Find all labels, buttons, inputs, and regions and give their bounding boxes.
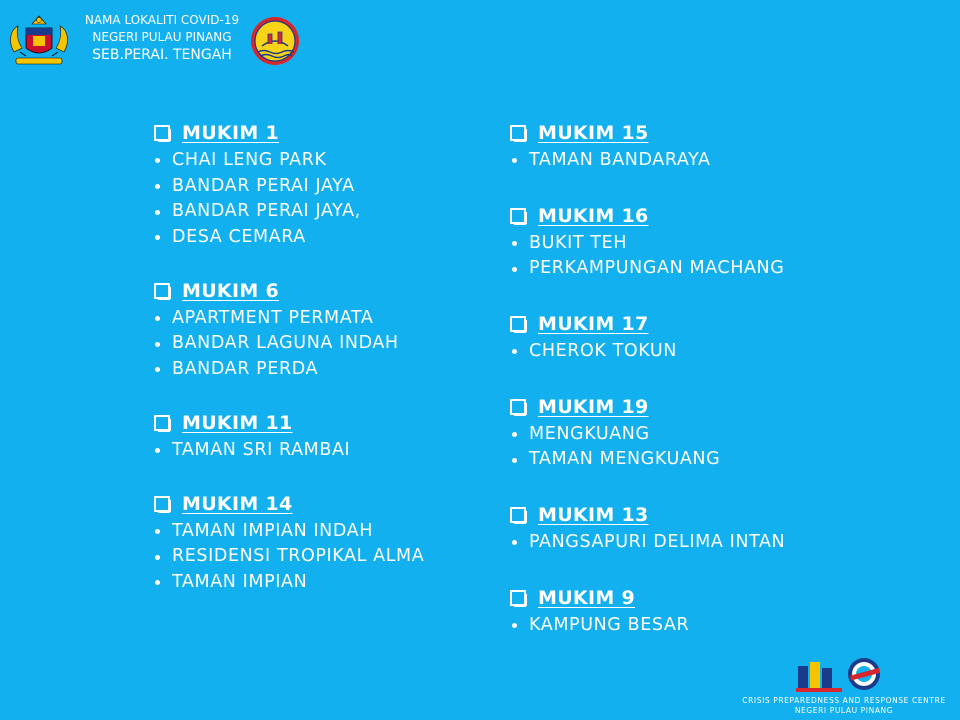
cprc-logo-icon	[792, 656, 902, 696]
checkbox-bullet-icon	[510, 316, 526, 332]
mukim-title: MUKIM 16	[538, 204, 649, 227]
mukim-heading	[510, 500, 930, 530]
locality-item	[154, 199, 494, 225]
locality-name: TAMAN IMPIAN INDAH	[172, 520, 373, 541]
mukim-heading	[154, 489, 494, 519]
locality-list	[154, 148, 494, 251]
checkbox-bullet-icon	[510, 590, 526, 606]
locality-item	[510, 256, 930, 282]
mukim-heading	[154, 276, 494, 306]
locality-item	[510, 422, 930, 448]
mukim-heading	[154, 408, 494, 438]
mukim-title: MUKIM 19	[538, 395, 649, 418]
checkbox-bullet-icon	[510, 507, 526, 523]
locality-item	[154, 357, 494, 383]
bullet-icon	[155, 555, 160, 560]
locality-item	[154, 306, 494, 332]
locality-name: BANDAR PERDA	[172, 359, 319, 380]
locality-name: RESIDENSI TROPIKAL ALMA	[172, 546, 425, 567]
locality-list	[154, 438, 494, 464]
mukim-group	[154, 276, 494, 383]
mukim-group	[154, 408, 494, 464]
locality-item	[510, 530, 930, 556]
mukim-group	[510, 583, 930, 639]
locality-name: KAMPUNG BESAR	[529, 614, 690, 635]
locality-name: TAMAN MENGKUANG	[529, 449, 721, 470]
locality-name: CHEROK TOKUN	[529, 341, 677, 362]
mukim-title: MUKIM 17	[538, 313, 649, 336]
locality-name: BANDAR PERAI JAYA	[172, 175, 355, 196]
locality-item	[154, 174, 494, 200]
checkbox-bullet-icon	[154, 415, 170, 431]
mukim-group	[510, 309, 930, 365]
left-column	[154, 118, 494, 596]
locality-list	[510, 231, 930, 282]
bullet-icon	[155, 210, 160, 215]
bullet-icon	[512, 267, 517, 272]
footer-caption	[730, 696, 958, 716]
mukim-group	[154, 118, 494, 251]
locality-name: BANDAR LAGUNA INDAH	[172, 333, 399, 354]
checkbox-bullet-icon	[510, 399, 526, 415]
locality-name: DESA CEMARA	[172, 227, 306, 248]
locality-name: MENGKUANG	[529, 423, 650, 444]
locality-name: TAMAN IMPIAN	[172, 571, 308, 592]
footer-line-1: CRISIS PREPAREDNESS AND RESPONSE CENTRE	[742, 696, 946, 705]
locality-list	[510, 339, 930, 365]
locality-name: BANDAR PERAI JAYA,	[172, 201, 361, 222]
locality-name: TAMAN SRI RAMBAI	[172, 439, 351, 460]
mukim-heading	[510, 309, 930, 339]
mukim-title: MUKIM 14	[182, 492, 293, 515]
locality-list	[510, 422, 930, 473]
mukim-title: MUKIM 6	[182, 279, 279, 302]
mukim-title: MUKIM 15	[538, 122, 649, 144]
locality-name: CHAI LENG PARK	[172, 150, 327, 170]
locality-item	[510, 339, 930, 365]
checkbox-bullet-icon	[510, 125, 526, 141]
right-column	[510, 118, 930, 639]
locality-name: TAMAN BANDARAYA	[529, 150, 711, 170]
bullet-icon	[155, 316, 160, 321]
locality-item	[154, 225, 494, 251]
locality-name: APARTMENT PERMATA	[172, 307, 374, 328]
mukim-group	[154, 489, 494, 596]
locality-list	[154, 306, 494, 383]
header-line-2: NEGERI PULAU PINANG	[92, 30, 232, 44]
locality-item	[154, 544, 494, 570]
bullet-icon	[155, 448, 160, 453]
locality-item	[154, 519, 494, 545]
bullet-icon	[512, 458, 517, 463]
locality-item	[154, 438, 494, 464]
locality-list	[510, 530, 930, 556]
locality-item	[510, 447, 930, 473]
locality-item	[510, 148, 930, 174]
bullet-icon	[512, 158, 517, 163]
mukim-heading	[510, 583, 930, 613]
locality-item	[154, 570, 494, 596]
locality-item	[510, 613, 930, 639]
bullet-icon	[155, 158, 160, 163]
locality-list	[510, 613, 930, 639]
mukim-group	[510, 201, 930, 282]
bullet-icon	[512, 432, 517, 437]
mukim-heading	[510, 392, 930, 422]
header-title	[74, 12, 250, 64]
locality-name: PERKAMPUNGAN MACHANG	[529, 258, 785, 279]
mukim-title: MUKIM 9	[538, 586, 635, 609]
bullet-icon	[155, 184, 160, 189]
bullet-icon	[155, 529, 160, 534]
locality-name: BUKIT TEH	[529, 232, 628, 253]
bullet-icon	[155, 235, 160, 240]
mukim-heading	[154, 118, 494, 148]
locality-name: PANGSAPURI DELIMA INTAN	[529, 532, 786, 553]
mukim-group	[510, 118, 930, 174]
locality-item	[154, 148, 494, 174]
mukim-title: MUKIM 11	[182, 411, 293, 434]
checkbox-bullet-icon	[154, 496, 170, 512]
footer	[730, 654, 960, 720]
mukim-heading	[510, 118, 930, 148]
mukim-heading	[510, 201, 930, 231]
locality-list	[154, 519, 494, 596]
mukim-title: MUKIM 1	[182, 122, 279, 144]
mukim-group	[510, 392, 930, 473]
bullet-icon	[155, 580, 160, 585]
locality-item	[154, 331, 494, 357]
bullet-icon	[512, 241, 517, 246]
mukim-title: MUKIM 13	[538, 504, 649, 527]
header	[0, 0, 320, 80]
checkbox-bullet-icon	[154, 125, 170, 141]
mukim-group	[510, 500, 930, 556]
locality-item	[510, 231, 930, 257]
bullet-icon	[512, 623, 517, 628]
bullet-icon	[155, 342, 160, 347]
checkbox-bullet-icon	[154, 283, 170, 299]
bullet-icon	[512, 540, 517, 545]
checkbox-bullet-icon	[510, 208, 526, 224]
footer-line-2: NEGERI PULAU PINANG	[794, 706, 894, 715]
header-line-3: SEB.PERAI. TENGAH	[92, 47, 232, 63]
bullet-icon	[155, 367, 160, 372]
state-emblem-icon	[250, 16, 300, 66]
bullet-icon	[512, 349, 517, 354]
locality-list	[510, 148, 930, 174]
malaysia-coat-of-arms-icon	[6, 12, 72, 68]
header-line-1: NAMA LOKALITI COVID-19	[84, 13, 240, 27]
